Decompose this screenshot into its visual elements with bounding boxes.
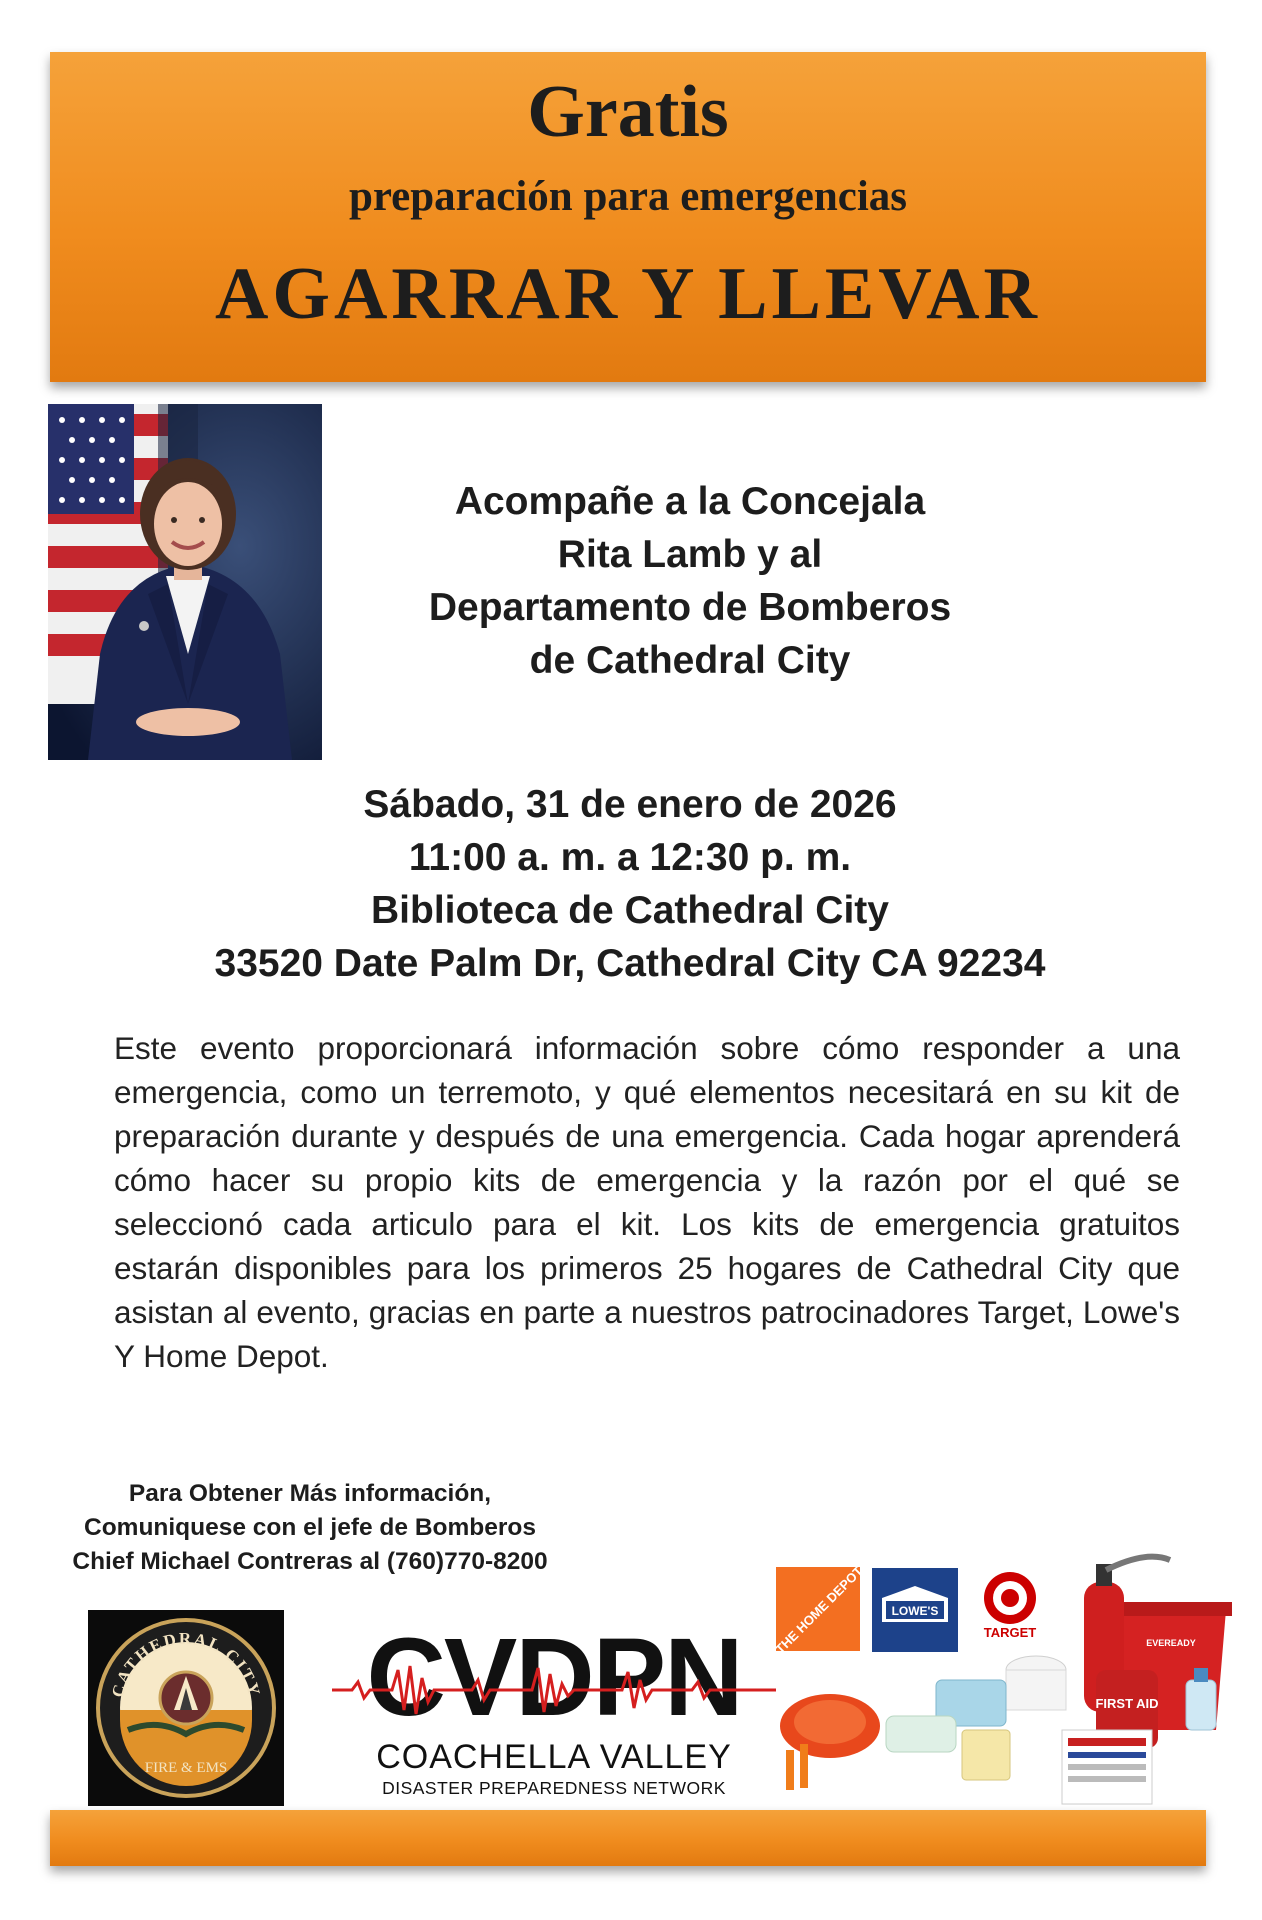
cvdpn-name: COACHELLA VALLEY <box>376 1738 732 1776</box>
invitation-line: de Cathedral City <box>529 639 851 682</box>
cvdpn-logo <box>332 1616 776 1798</box>
banner-subtitle: preparación para emergencias <box>348 173 908 220</box>
target-label: TARGET <box>983 1625 1037 1640</box>
seismograph-icon <box>332 1660 776 1720</box>
first-aid-label: FIRST AID <box>1095 1696 1159 1711</box>
event-date: Sábado, 31 de enero de 2026 <box>363 783 897 826</box>
fire-logo-bottom-text: FIRE & EMS <box>144 1760 228 1776</box>
invitation-line: Acompañe a la Concejala <box>454 480 926 523</box>
lowes-logo <box>872 1568 958 1652</box>
portrait-image <box>48 404 322 760</box>
top-banner <box>50 52 1206 382</box>
contact-line: Para Obtener Más información, <box>128 1480 492 1507</box>
invitation-text <box>350 475 1030 687</box>
lowes-text: LOWE'S <box>891 1604 939 1618</box>
event-details <box>180 778 1080 990</box>
banner-headline: AGARRAR Y LLEVAR <box>214 253 1041 335</box>
banner-title: Gratis <box>527 71 729 153</box>
event-time: 11:00 a. m. a 12:30 p. m. <box>408 836 852 879</box>
contact-line: Chief Michael Contreras al (760)770-8200 <box>72 1548 548 1575</box>
home-depot-icon <box>772 1563 866 1657</box>
cvdpn-tagline: DISASTER PREPAREDNESS NETWORK <box>382 1778 726 1798</box>
home-depot-text: THE HOME DEPOT <box>772 1563 866 1657</box>
councilmember-portrait <box>48 404 322 760</box>
invitation-line: Departamento de Bomberos <box>428 586 952 629</box>
event-address: 33520 Date Palm Dr, Cathedral City CA 92234 <box>214 942 1046 985</box>
fire-logo-top-text: CATHEDRAL CITY <box>107 1628 265 1700</box>
cathedral-city-fire-logo <box>88 1610 284 1806</box>
event-description: Este evento proporcionará información sobre cómo responder a una emergencia, como un terremoto, y qué elementos necesitará en su kit de preparación durante y después de una emergencia. Cada hogar aprenderá cómo hacer su propio kits de emergencia y la razón por el qué se seleccionó cada articulo para el kit. Los kits de emergencia gratuitos estarán disponibles para los primeros 25 hogares de Cathedral City que asistan al evento, gracias en parte a nuestros patrocinadores Target, Lowe's Y Home Depot. <box>114 1030 1180 1374</box>
invitation-line: Rita Lamb y al <box>557 533 823 576</box>
contact-info <box>30 1477 590 1579</box>
bottom-banner <box>50 1810 1206 1866</box>
fire-badge-icon <box>88 1610 284 1806</box>
event-venue: Biblioteca de Cathedral City <box>371 889 889 932</box>
eveready-label: EVEREADY <box>1146 1638 1196 1648</box>
contact-line: Comuniquese con el jefe de Bomberos <box>84 1514 536 1541</box>
cvdpn-letters: CVDPN <box>366 1616 742 1739</box>
lowes-icon <box>872 1568 958 1652</box>
home-depot-logo <box>772 1563 866 1657</box>
